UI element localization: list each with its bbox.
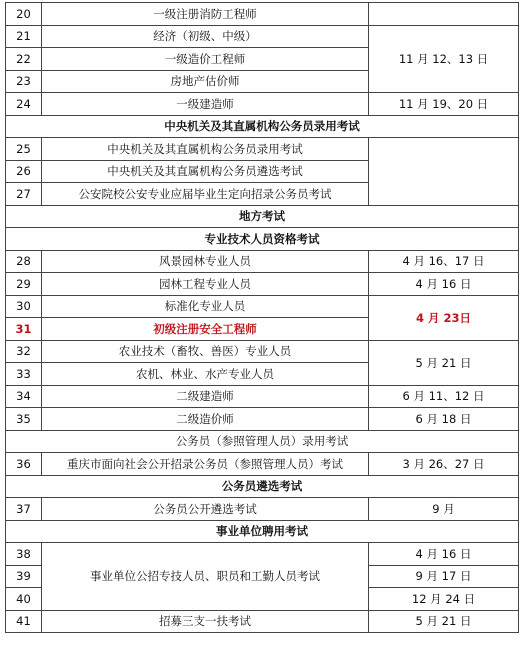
row-number: 30: [6, 295, 42, 318]
exam-name: 一级造价工程师: [42, 48, 369, 71]
exam-name: 公务员公开遴选考试: [42, 498, 369, 521]
row-number: 26: [6, 160, 42, 183]
row-number: 40: [6, 588, 42, 611]
section-row: [6, 205, 519, 228]
row-number: 32: [6, 340, 42, 363]
exam-name: 房地产估价师: [42, 70, 369, 93]
exam-name: 中央机关及其直属机构公务员遴选考试: [42, 160, 369, 183]
exam-date: 4 月 23日: [369, 295, 519, 340]
row-number: 36: [6, 453, 42, 476]
row-number: 27: [6, 183, 42, 206]
row-number: 41: [6, 610, 42, 633]
table-row: [6, 340, 519, 363]
table-row: [6, 498, 519, 521]
section-header: 公务员（参照管理人员）录用考试: [6, 430, 519, 453]
row-number: 20: [6, 3, 42, 26]
exam-date: 11 月 19、20 日: [369, 93, 519, 116]
exam-date: 5 月 21 日: [369, 610, 519, 633]
exam-name: 农业技术（畜牧、兽医）专业人员: [42, 340, 369, 363]
row-number: 38: [6, 543, 42, 566]
row-number: 24: [6, 93, 42, 116]
row-number: 37: [6, 498, 42, 521]
exam-date: [369, 3, 519, 26]
exam-name: 二级造价师: [42, 408, 369, 431]
exam-date: 4 月 16、17 日: [369, 250, 519, 273]
exam-name: 园林工程专业人员: [42, 273, 369, 296]
exam-date: 3 月 26、27 日: [369, 453, 519, 476]
row-number: 23: [6, 70, 42, 93]
table-row: [6, 273, 519, 296]
section-header: 专业技术人员资格考试: [6, 228, 519, 251]
table-row: [6, 385, 519, 408]
exam-name: 重庆市面向社会公开招录公务员（参照管理人员）考试: [42, 453, 369, 476]
row-number: 33: [6, 363, 42, 386]
exam-date: 4 月 16 日: [369, 273, 519, 296]
section-header: 公务员遴选考试: [6, 475, 519, 498]
section-row: [6, 430, 519, 453]
table-row: [6, 250, 519, 273]
table-row: [6, 25, 519, 48]
exam-name: 招募三支一扶考试: [42, 610, 369, 633]
exam-date: 12 月 24 日: [369, 588, 519, 611]
row-number: 21: [6, 25, 42, 48]
table-row: [6, 138, 519, 161]
exam-name: 标准化专业人员: [42, 295, 369, 318]
exam-date: 6 月 18 日: [369, 408, 519, 431]
row-number: 29: [6, 273, 42, 296]
exam-name: 一级注册消防工程师: [42, 3, 369, 26]
exam-date: 5 月 21 日: [369, 340, 519, 385]
table-row: [6, 453, 519, 476]
exam-name: 公安院校公安专业应届毕业生定向招录公务员考试: [42, 183, 369, 206]
table-row: [6, 3, 519, 26]
table-row: [6, 408, 519, 431]
exam-name: 二级建造师: [42, 385, 369, 408]
section-header: 事业单位聘用考试: [6, 520, 519, 543]
row-number: 35: [6, 408, 42, 431]
section-header: 中央机关及其直属机构公务员录用考试: [6, 115, 519, 138]
table-row: [6, 295, 519, 318]
exam-name: 经济（初级、中级）: [42, 25, 369, 48]
exam-date: 11 月 12、13 日: [369, 25, 519, 93]
row-number: 22: [6, 48, 42, 71]
row-number: 28: [6, 250, 42, 273]
exam-schedule-table: [5, 2, 519, 633]
exam-name: 中央机关及其直属机构公务员录用考试: [42, 138, 369, 161]
section-row: [6, 520, 519, 543]
table-row: [6, 93, 519, 116]
row-number: 39: [6, 565, 42, 588]
section-row: [6, 115, 519, 138]
section-row: [6, 475, 519, 498]
exam-name: 农机、林业、水产专业人员: [42, 363, 369, 386]
section-header: 地方考试: [6, 205, 519, 228]
exam-name: 一级建造师: [42, 93, 369, 116]
exam-name: 事业单位公招专技人员、职员和工勤人员考试: [42, 543, 369, 611]
section-row: [6, 228, 519, 251]
exam-date: 4 月 16 日: [369, 543, 519, 566]
exam-name: 初级注册安全工程师: [42, 318, 369, 341]
exam-name: 风景园林专业人员: [42, 250, 369, 273]
exam-date: 9 月 17 日: [369, 565, 519, 588]
row-number: 34: [6, 385, 42, 408]
table-row: [6, 543, 519, 566]
exam-date: 9 月: [369, 498, 519, 521]
exam-date: 6 月 11、12 日: [369, 385, 519, 408]
row-number: 25: [6, 138, 42, 161]
table-row: [6, 610, 519, 633]
exam-date: [369, 138, 519, 206]
row-number: 31: [6, 318, 42, 341]
